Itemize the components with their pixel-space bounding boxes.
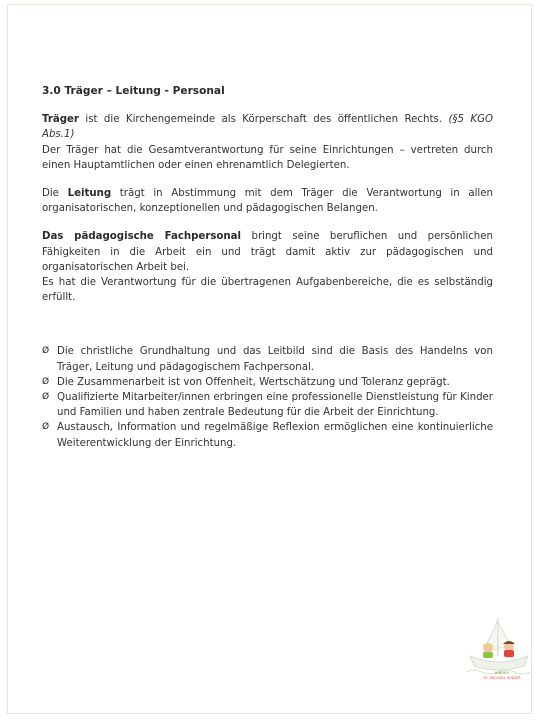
paragraph-traeger-text: ist die Kirchengemeinde als Körperschaft des öffentlichen Rechts. (78, 114, 449, 126)
list-item (42, 344, 493, 374)
logo-caption (472, 671, 532, 680)
paragraph-leitung-pre: Die (42, 188, 68, 200)
document-body (42, 84, 493, 451)
arrow-bullet-icon: Ø (42, 346, 50, 357)
paragraph-leitung (42, 186, 493, 216)
principles-list (42, 344, 493, 450)
paragraph-fachpersonal (42, 229, 493, 305)
term-traeger: Träger (42, 114, 79, 126)
list-item-text: Austausch, Information und regelmäßige Reflexion ermöglichen eine kontinuierliche Weiterentwicklung der Einrichtung. (57, 422, 493, 449)
paragraph-fachpersonal-text2: Es hat die Verantwortung für die übertragenen Aufgabenbereiche, die es selbständig erfüllt. (42, 277, 493, 304)
list-item-text: Die christliche Grundhaltung und das Leitbild sind die Basis des Handelns von Träger, Leitung und pädagogischem Fachpersonal. (57, 346, 493, 373)
logo-caption-line1: KINDER (495, 671, 509, 675)
term-fachpersonal: Das pädagogische Fachpersonal (42, 231, 242, 243)
arrow-bullet-icon: Ø (42, 376, 50, 387)
arrow-bullet-icon: Ø (42, 392, 50, 403)
paragraph-leitung-text: trägt in Abstimmung mit dem Träger die Verantwortung in allen organisatorischen, konzeptionellen und pädagogischen Belangen. (42, 188, 493, 215)
paragraph-traeger (42, 112, 493, 173)
paragraph-fachpersonal-text: bringt seine beruflichen und persönlichen Fähigkeiten in die Arbeit ein und trägt damit aktiv zur pädagogischen und organisatorischen Arbeit bei. (42, 231, 493, 273)
list-item (42, 420, 493, 450)
term-leitung: Leitung (67, 188, 112, 200)
section-heading: 3.0 Träger – Leitung - Personal (42, 85, 225, 97)
list-item-text: Die Zusammenarbeit ist von Offenheit, Wertschätzung und Toleranz geprägt. (57, 376, 450, 388)
list-item (42, 390, 493, 420)
logo-caption-line2: ST. MICHAEL KINDER (483, 675, 521, 680)
boat-icon (470, 656, 528, 670)
arrow-bullet-icon: Ø (42, 422, 50, 433)
paragraph-traeger-text2: Der Träger hat die Gesamtverantwortung für seine Einrichtungen – vertreten durch einen Hauptamtlichen oder einen ehrenamtlich Delegierten. (42, 144, 493, 171)
list-item (42, 375, 493, 390)
legal-reference: (§5 KGO Abs.1) (42, 114, 493, 141)
list-item-text: Qualifizierte Mitarbeiter/innen erbringen eine professionelle Dienstleistung für Kinder und Familien und haben zentrale Bedeutung für die Arbeit der Einrichtung. (57, 392, 493, 419)
